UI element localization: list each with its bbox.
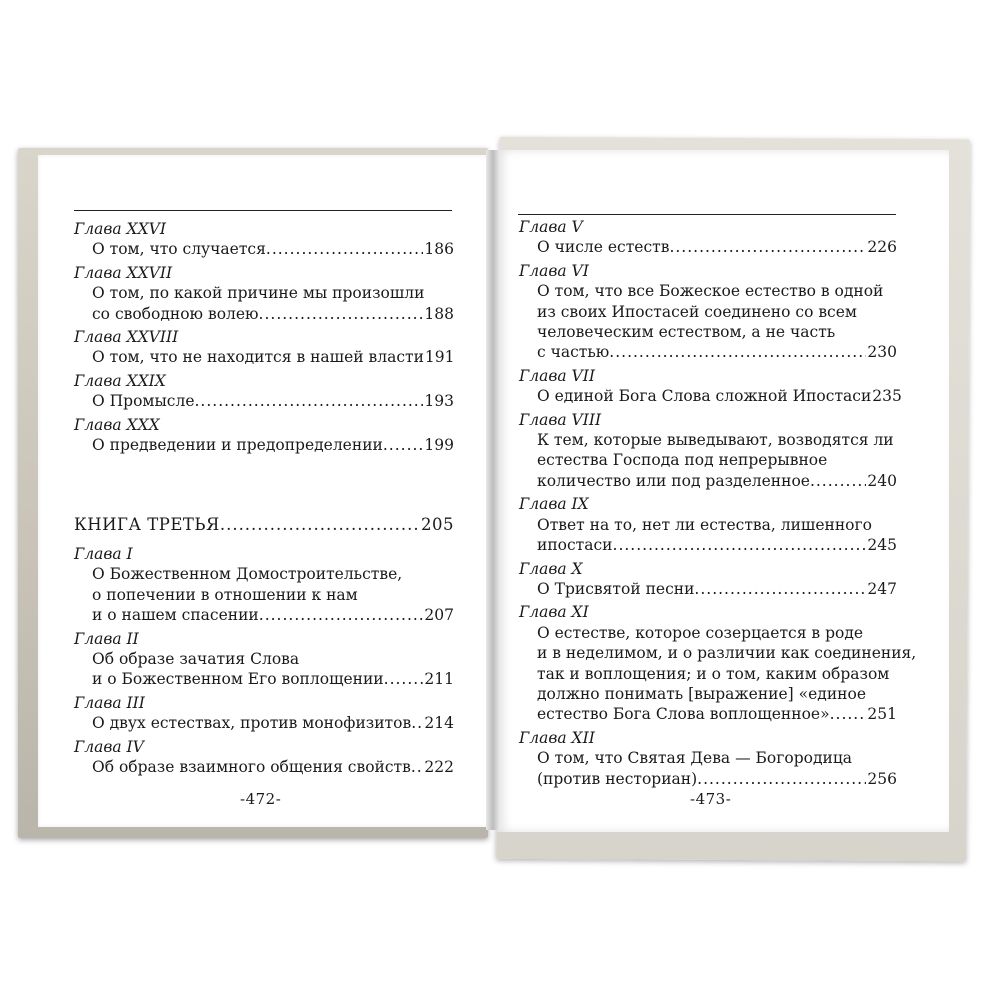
toc-left (74, 219, 454, 780)
dot-leader (195, 391, 424, 411)
chapter-title-text: О предведении и предопределении (92, 436, 383, 455)
header-rule-left (74, 210, 452, 211)
chapter-label: Глава XXVI (74, 220, 166, 238)
chapter-title-text: (против несториан) (537, 769, 698, 788)
chapter-title-line: О том, по какой причине мы произошли (92, 284, 425, 303)
toc-entries-left-2 (74, 544, 454, 777)
chapter-title-line: Об образе зачатия Слова (92, 649, 300, 668)
chapter-title-last-line (519, 237, 897, 257)
chapter-title-line: О естестве, которое созерцается в роде (537, 623, 864, 642)
page-ref: 193 (424, 392, 454, 411)
chapter-label: Глава XXVIII (74, 328, 179, 347)
dot-leader (384, 669, 424, 689)
chapter-title-last-line (74, 239, 454, 259)
chapter-title-line: так и воплощения; и о том, каким образом (537, 664, 890, 683)
dot-leader (694, 579, 866, 599)
toc-entry (74, 371, 454, 412)
chapter-title-line: о попечении в отношении к нам (92, 585, 358, 604)
toc-entry (74, 327, 454, 368)
chapter-title-line: О том, что все Божеское естество в одной (537, 282, 884, 301)
chapter-label: Глава VI (519, 261, 589, 280)
chapter-title-text: количество или под разделенное (537, 471, 810, 490)
chapter-title-text: О Промысле (92, 392, 195, 411)
chapter-title-line: естества Господа под непрерывное (537, 451, 828, 470)
toc-right (519, 217, 917, 792)
toc-entry (74, 415, 454, 456)
dot-leader (830, 704, 867, 724)
dot-leader (669, 237, 866, 257)
page-ref: 211 (424, 670, 454, 689)
page-ref: 230 (867, 343, 897, 362)
chapter-title-text: ипостаси (537, 536, 613, 555)
dot-leader (266, 239, 424, 259)
page-ref: 245 (867, 536, 897, 555)
chapter-title-last-line (74, 435, 454, 455)
dot-leader (220, 515, 421, 535)
toc-entries-right (519, 217, 917, 789)
dot-leader (259, 304, 424, 324)
chapter-title-last-line (74, 347, 454, 367)
toc-entry (74, 693, 454, 734)
page-ref: 240 (867, 471, 897, 490)
book-spine (486, 150, 500, 830)
chapter-title-last-line (74, 757, 454, 777)
chapter-title-last-line (519, 471, 897, 491)
dot-leader (613, 535, 867, 555)
page-ref: 256 (867, 769, 897, 788)
page-ref: 188 (424, 304, 454, 323)
chapter-title-text: О единой Бога Слова сложной Ипостаси (537, 387, 872, 406)
chapter-label: Глава X (519, 559, 583, 578)
chapter-title-last-line (74, 669, 454, 689)
chapter-title-last-line (519, 535, 897, 555)
toc-entry (74, 737, 454, 778)
book-title: КНИГА ТРЕТЬЯ (74, 515, 220, 535)
chapter-title-last-line (74, 391, 454, 411)
page-ref: 186 (424, 240, 454, 259)
toc-entry (519, 366, 902, 407)
toc-entry (519, 728, 897, 789)
chapter-label: Глава XXX (74, 415, 160, 434)
page-ref: 226 (867, 238, 897, 257)
chapter-title-last-line (519, 769, 897, 789)
chapter-title-line: из своих Ипостасей соединено со всем (537, 302, 857, 321)
toc-entry (74, 544, 454, 626)
header-rule-right (518, 214, 896, 215)
book-page: 205 (421, 515, 454, 535)
book-heading (74, 515, 454, 535)
chapter-title-text: О числе естеств (537, 238, 670, 257)
chapter-title-line: должно понимать [выражение] «единое (537, 684, 867, 703)
page-ref: 251 (867, 705, 897, 724)
chapter-label: Глава IX (519, 495, 589, 514)
chapter-title-line: К тем, которые выведывают, возводятся ли (537, 431, 894, 450)
chapter-label: Глава XXVII (74, 263, 173, 282)
chapter-title-line: О том, что Святая Дева — Богородица (537, 749, 853, 768)
chapter-title-line: человеческим естеством, а не часть (537, 323, 836, 342)
chapter-label: Глава V (519, 218, 583, 236)
chapter-label: Глава XII (519, 728, 595, 747)
dot-leader (411, 713, 423, 733)
chapter-label: Глава I (74, 544, 133, 563)
chapter-title-text: О двух естествах, против монофизитов (92, 714, 412, 733)
chapter-label: Глава VIII (519, 410, 602, 429)
chapter-title-text: и о Божественном Его воплощении (92, 670, 384, 689)
page-ref: 207 (424, 606, 454, 625)
toc-entry (74, 219, 454, 260)
page-ref: 247 (867, 579, 897, 598)
page-ref: 214 (424, 714, 454, 733)
chapter-label: Глава XI (519, 603, 589, 622)
chapter-label: Глава III (74, 693, 145, 712)
chapter-title-line: и в неделимом, и о различии как соединения, (537, 644, 917, 663)
chapter-title-last-line (74, 304, 454, 324)
chapter-title-last-line (519, 579, 897, 599)
toc-entries-left (74, 219, 454, 455)
dot-leader (609, 342, 866, 362)
chapter-title-text: с частью (537, 343, 610, 362)
page-ref: 222 (424, 757, 454, 776)
chapter-title-text: О том, что не находится в нашей власти (92, 348, 424, 367)
dot-leader (383, 435, 424, 455)
chapter-title-text: и о нашем спасении (92, 606, 259, 625)
toc-entry (519, 217, 897, 258)
page-number-left: -472- (240, 790, 282, 808)
chapter-title-last-line (519, 342, 897, 362)
toc-entry (519, 261, 897, 363)
toc-entry (519, 494, 897, 555)
page-ref: 191 (424, 348, 455, 367)
chapter-title-line: Ответ на то, нет ли естества, лишенного (537, 515, 872, 534)
toc-entry (519, 559, 897, 600)
page-number-right: -473- (690, 790, 732, 808)
chapter-title-last-line (74, 605, 454, 625)
page-ref: 235 (872, 387, 902, 406)
chapter-label: Глава VII (519, 366, 596, 385)
chapter-title-text: О Трисвятой песни (537, 579, 695, 598)
page-ref: 199 (424, 436, 454, 455)
chapter-label: Глава XXIX (74, 371, 166, 390)
chapter-title-last-line (74, 713, 454, 733)
dot-leader (697, 769, 866, 789)
chapter-title-text: Об образе взаимного общения свойств (92, 757, 411, 776)
toc-entry (519, 602, 917, 724)
dot-leader (259, 605, 424, 625)
toc-entry (519, 410, 897, 492)
chapter-title-text: со свободною волею (92, 304, 259, 323)
chapter-title-line: О Божественном Домостроительстве, (92, 565, 403, 584)
toc-entry (74, 629, 454, 690)
chapter-title-last-line (519, 386, 902, 406)
toc-entry (74, 263, 454, 324)
chapter-label: Глава II (74, 629, 139, 648)
chapter-title-text: естество Бога Слова воплощенное» (537, 705, 830, 724)
dot-leader (411, 757, 424, 777)
dot-leader (810, 471, 866, 491)
chapter-label: Глава IV (74, 737, 144, 756)
chapter-title-text: О том, что случается (92, 240, 266, 259)
chapter-title-last-line (519, 704, 897, 724)
